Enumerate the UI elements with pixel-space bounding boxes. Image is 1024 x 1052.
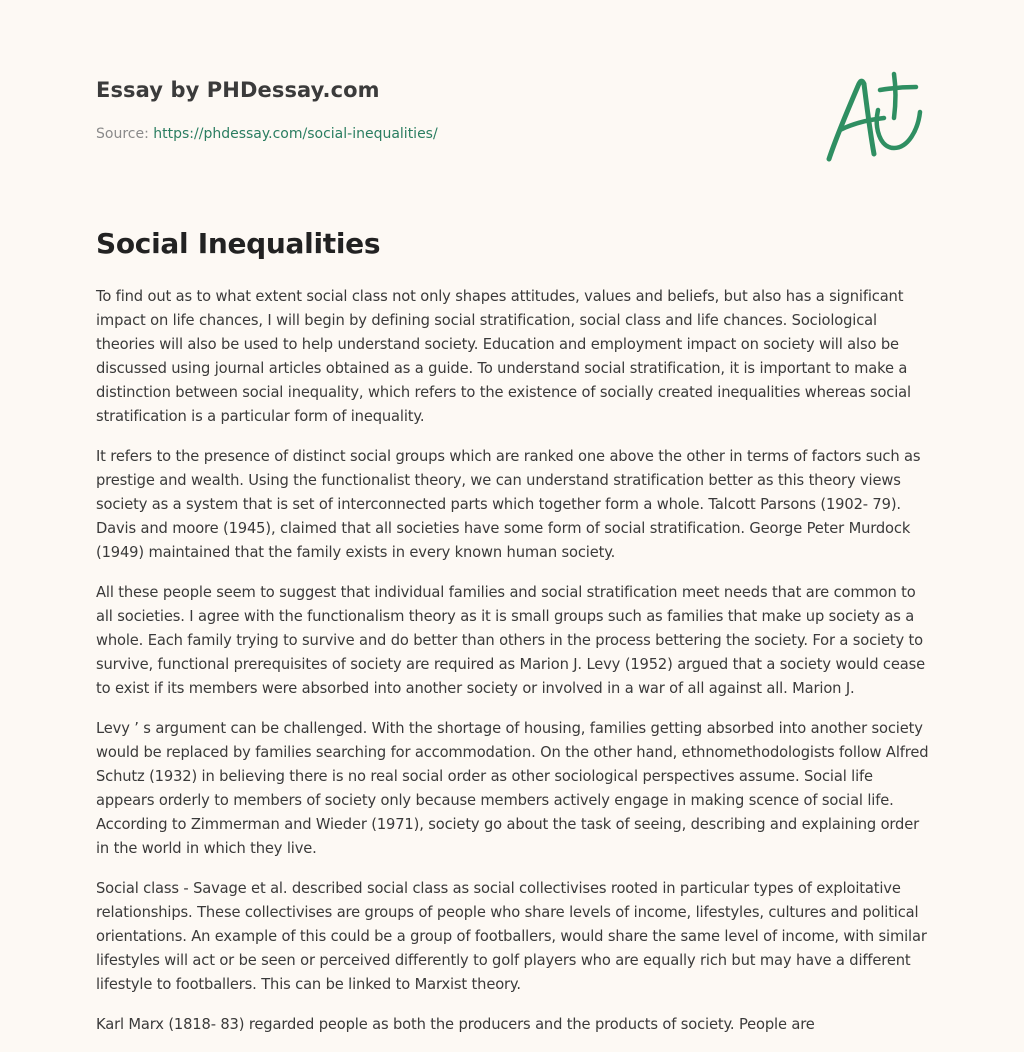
paragraph: Social class - Savage et al. described social class as social collectivises rooted in particular types of exploitative relationships. These collectivises are groups of people who share levels of income, lifestyles, cultures and political orientations. An example of this could be a group of footballers, would share the same level of income, with similar lifestyles will act or be seen or perceived differently to golf players who are equally rich but may have a different lifestyle to footballers. This can be linked to Marxist theory.: [96, 880, 927, 993]
paragraph: Levy ’ s argument can be challenged. With the shortage of housing, families getting absorbed into another society would be replaced by families searching for accommodation. On the other hand, ethnomethodologists follow Alfred Schutz (1932) in believing there is no real social order as other sociological perspectives assume. Social life appears orderly to members of society only because members actively engage in making scence of social life. According to Zimmerman and Wieder (1971), society go about the task of seeing, describing and explaining order in the world in which they live.: [96, 720, 929, 857]
paragraph: To find out as to what extent social class not only shapes attitudes, values and beliefs, but also has a significant impact on life chances, I will begin by defining social stratification, social class and life chances. Sociological theories will also be used to help understand society. Education and employment impact on society will also be discussed using journal articles obtained as a guide. To understand social stratification, it is important to make a distinction between social inequality, which refers to the existence of socially created inequalities whereas social stratification is a particular form of inequality.: [96, 288, 911, 425]
paragraph: All these people seem to suggest that individual families and social stratification meet needs that are common to all societies. I agree with the functionalism theory as it is small groups such as families that make up society as a whole. Each family trying to survive and do better than others in the process bettering the society. For a society to survive, functional prerequisites of society are required as Marion J. Levy (1952) argued that a society would cease to exist if its members were absorbed into another society or involved in a war of all against all. Marion J.: [96, 584, 925, 697]
paragraph: Karl Marx (1818- 83) regarded people as both the producers and the products of society. People are: [96, 1016, 815, 1033]
brand-title: Essay by PHDessay.com: [96, 78, 380, 102]
essay-title: Social Inequalities: [96, 227, 381, 260]
a-plus-grade-icon: [822, 68, 928, 164]
source-link[interactable]: https://phdessay.com/social-inequalities/: [153, 126, 438, 142]
essay-body: [96, 285, 932, 1052]
source-line: [96, 124, 796, 144]
paragraph: It refers to the presence of distinct social groups which are ranked one above the other in terms of factors such as prestige and wealth. Using the functionalist theory, we can understand stratification better as this theory views society as a system that is set of interconnected parts which together form a whole. Talcott Parsons (1902- 79). Davis and moore (1945), claimed that all societies have some form of social stratification. George Peter Murdock (1949) maintained that the family exists in every known human society.: [96, 448, 921, 561]
source-label: Source:: [96, 126, 154, 142]
essay-header: [96, 76, 796, 144]
